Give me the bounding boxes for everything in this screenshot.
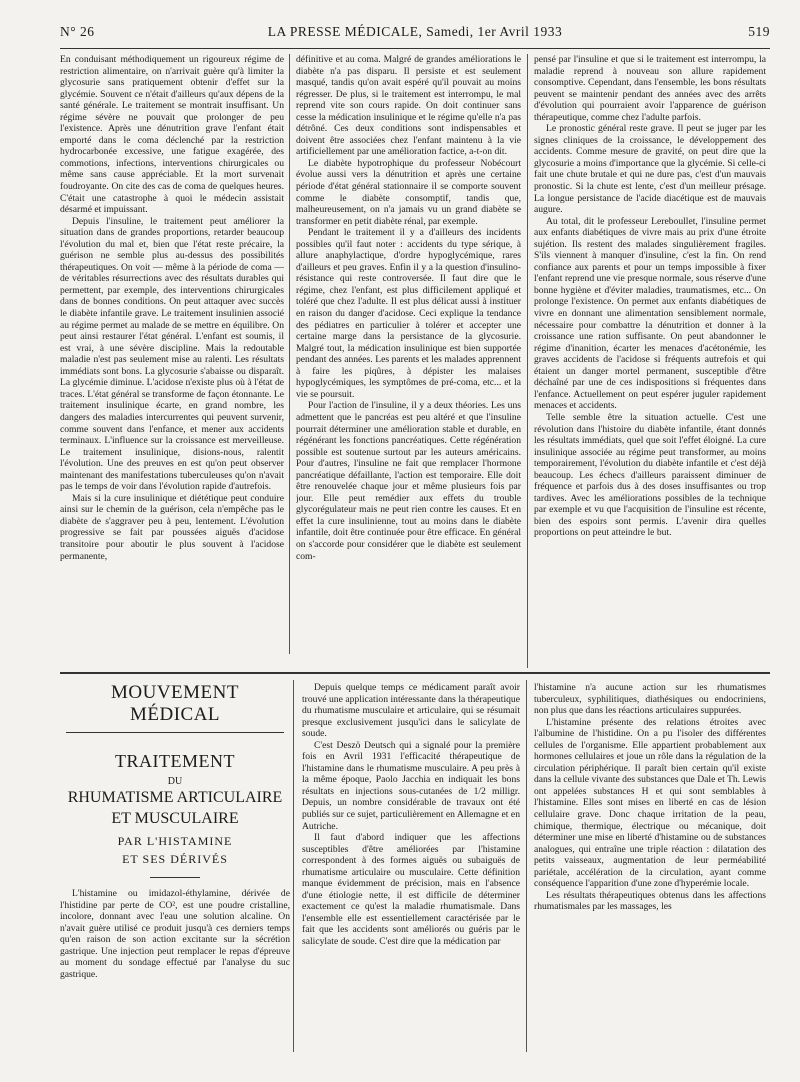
- title-line: RHUMATISME ARTICULAIRE: [67, 789, 283, 806]
- section-rule: [60, 672, 770, 674]
- paragraph: En conduisant méthodiquement un rigoureux régime de restriction alimentaire, on n'arrivait guère qu'à limiter la glycosurie sans pratiquement obtenir d'effet sur la glycémie. Souvent ce n'était d'ailleurs qu'aux dépens de la santé générale. Le traitement se montrait insuffisant. Un régime sévère ne pouvait que prolonger de peu l'existence. Après une dénutrition grave l'enfant était emporté dans le coma déclenché par la restriction hydrocarbonée excessive, une fatigue exagérée, des commotions, infections, interventions chirurgicales ou même sans cause appréciable. Et la mort survenait foudroyante. On cite des cas de coma de quelques heures. C'était une catastrophe à quoi le médecin assistait désarmé et impuissant.: [60, 54, 284, 216]
- title-line: PAR L'HISTAMINE: [117, 834, 233, 848]
- paragraph: Le diabète hypotrophique du professeur Nobécourt évolue aussi vers la dénutrition et après une certaine période d'état général stationnaire il se comporte souvent comme le diabète consomptif, tandis que, malheureusement, on n'a jamais vu un grand diabète se transformer en petit diabète rénal, par exemple.: [296, 157, 521, 227]
- paragraph: Depuis quelque temps ce médicament paraît avoir trouvé une application intéressante dans la thérapeutique du rhumatisme musculaire et articulaire, qui se résumait presque exclusivement jusqu'ici dans le salicylate de soude.: [302, 682, 520, 740]
- top-column-3: [534, 54, 766, 668]
- mouvement-medical-block: [60, 682, 290, 980]
- header-rule: [60, 48, 770, 49]
- paragraph: Pour l'action de l'insuline, il y a deux théories. Les uns admettent que le pancréas est peu altéré et que l'insuline pourrait déterminer une amélioration stable et durable, en régénérant les fonctions pancréatiques. Cette régénération possible est soutenue surtout par les auteurs américains. Pour d'autres, l'insuline ne fait que remplacer l'hormone pancréatique défaillante, l'action est temporaire. Elle doit être renouvelée chaque jour et même plusieurs fois par jour. Elle peut remédier aux effets du trouble glycorégulateur mais ne peut rien contre les causes. Et en effet la cure insulinienne, tout au moins dans le diabète infantile, doit être continuée pour être efficace. En général on s'accorde pour considérer que le diabète est seulement com-: [296, 400, 521, 562]
- bottom-column-2: [302, 682, 520, 1058]
- paragraph: Il faut d'abord indiquer que les affections susceptibles d'être améliorées par l'histamine correspondent à des formes aiguës ou subaiguës de rhumatisme articulaire ou musculaire. Cette définition manque évidemment de précision, mais en l'absence d'une étiologie nette, il est difficile de déterminer exactement ce qu'est la maladie rhumatismale. Dans l'ensemble elle est essentiellement caractérisée par le fait que les accidents sont améliorés ou guéris par le salicylate de soude. C'est dire que la médication par: [302, 832, 520, 948]
- paragraph: Les résultats thérapeutiques obtenus dans les affections rhumatismales par les massages, les: [534, 889, 766, 913]
- paragraph: Pendant le traitement il y a d'ailleurs des incidents possibles qu'il faut noter : accidents du type sérique, à allure anaphylactique, d'ordre hypoglycémique, rares d'ailleurs et peu graves. Enfin il y a la question d'insulino-résistance qui reste controversée. Il faut dire que le régime, chez l'enfant, est plus difficilement appliqué et toléré que chez l'adulte. Il est plus délicat aussi à instituer en raison du danger d'acidose. Ceci explique la tendance des pédiatres en particulier à tolérer et accepter une certaine marge dans la persistance de la glycosurie. Malgré tout, la médication insulinique est bien supportée pendant des années. Les parents et les malades apprennent à faire les piqûres, à dépister les malaises hypoglycémiques, les symptômes de pré-coma, etc... et la vie se poursuit.: [296, 227, 521, 400]
- top-column-2: [296, 54, 521, 668]
- title-line: ET SES DÉRIVÉS: [122, 852, 228, 866]
- bottom-column-3: [534, 682, 766, 1058]
- paragraph: définitive et au coma. Malgré de grandes améliorations le diabète n'a pas disparu. Il persiste et est seulement masqué, tandis qu'on avait espéré qu'il pouvait au moins régresser. De plus, si le traitement est interrompu, le mal reprend vite son cours rapide. On doit continuer sans cesse la médication insulinique et le régime qu'elle n'a pas détrôné. Ces deux conditions sont indispensables et doivent être associées chez l'enfant maintenu à la vie artificiellement par une amélioration factice, a-t-on dit.: [296, 54, 521, 158]
- intro-paragraph: L'histamine ou imidazol-éthylamine, dérivée de l'histidine par perte de CO², est une poudre cristalline, incolore, donnant avec l'eau une solution alcaline. On n'avait guère utilisé ce produit jusqu'à ces derniers temps qu'en raison de son action excitante sur la sécrétion gastrique. Une injection peut remplacer le repas d'épreuve au moment du sondage effectué par l'analyse du suc gastrique.: [60, 888, 290, 980]
- section-title: MOUVEMENT MÉDICAL: [66, 682, 284, 733]
- title-divider: [150, 877, 200, 878]
- paragraph: Mais si la cure insulinique et diététique peut conduire ainsi sur le chemin de la guérison, cela n'empêche pas le diabète de s'aggraver peu à peu, lentement. L'évolution progressive se fait par poussées aiguës d'acidose transitoire pour aboutir le plus souvent à l'acidose permanente,: [60, 492, 284, 562]
- paragraph: l'histamine n'a aucune action sur les rhumatismes tuberculeux, syphilitiques, diathésiques ou endocriniens, non plus que dans les réactions articulaires suppurées.: [534, 682, 766, 717]
- paragraph: L'histamine présente des relations étroites avec l'albumine de l'histidine. On a pu l'isoler des différentes cellules de l'organisme. Elle appartient probablement aux hormones cellulaires et joue un rôle dans la régulation de la circulation périphérique. Il paraît bien certain qu'il existe dans la cellule vivante des substances que Dale et Th. Lewis ont appelées substances H et qui sont semblables à l'histamine. Elles sont mises en liberté en cas de lésion cellulaire grave. Donc chaque irritation de la peau, chimique, thermique, électrique ou mécanique, doit déterminer une mise en liberté d'histamine ou de substances analogues, qui entraîne une triple réaction : dilatation des petits vaisseaux, augmentation de leur perméabilité pariétale, accélération de la circulation, ayant comme conséquence l'apparition d'une zone d'hyperémie locale.: [534, 716, 766, 890]
- title-line: DU: [167, 776, 183, 787]
- column-divider: [289, 54, 290, 654]
- page-number: 519: [748, 24, 770, 39]
- paragraph: Depuis l'insuline, le traitement peut améliorer la situation dans de grandes proportions, retarder beaucoup l'évolution du mal et, bien que l'état reste précaire, la guérison ne semble plus au-dessus des possibilités thérapeutiques. On voit — même à la période de coma — de véritables résurrections avec des résultats durables qui permettent, par exemple, des interventions chirurgicales dans de bonnes conditions. On peut attaquer avec succès le diabète infantile grave. Le traitement insulinien associé au régime permet au malade de se mettre en équilibre. On peut ainsi restaurer l'état général. L'enfant est soumis, il est vrai, à une sévère discipline. Mais la redoutable maladie n'est pas seulement mise au ralenti. Les résultats immédiats sont bons. La glycosurie s'abaisse ou disparaît. La glycémie diminue. L'acidose n'existe plus où à l'état de traces. L'état général se transforme de façon étonnante. Le traitement insulinique écarte, en grand nombre, les dangers des maladies intercurrentes qui peuvent survenir, comme souvent dans l'enfance, et mener aux accidents terminaux. L'influence sur la croissance est merveilleuse. Le traitement insulinique, disions-nous, ralentit l'évolution. Une des preuves en est qu'on peut observer maintenant des manifestations tuberculeuses qu'on n'avait pas le temps de voir dans l'évolution rapide d'autrefois.: [60, 215, 284, 493]
- title-line: ET MUSCULAIRE: [111, 810, 239, 827]
- title-line: TRAITEMENT: [115, 751, 235, 771]
- article-title: [60, 751, 290, 867]
- paragraph: Telle semble être la situation actuelle. C'est une révolution dans l'histoire du diabète infantile, étant donnés les résultats immédiats, quel que soit l'effet éloigné. La cure insulinique associée au régime peut transformer, au moins temporairement, l'évolution du diabète infantile et c'est déjà beaucoup. Les échecs d'ailleurs paraissent diminuer de fréquence et parfois dus à des doses insuffisantes ou trop tardives. Avec les améliorations possibles de la technique par exemple et vu que l'acquisition de l'insuline est récente, bien des espoirs sont permis. L'avenir dira quelles proportions on peut atteindre le but.: [534, 411, 766, 539]
- column-divider: [293, 680, 294, 1052]
- column-divider: [526, 680, 527, 1052]
- issue-number: N° 26: [60, 24, 95, 39]
- paragraph: Au total, dit le professeur Lereboullet, l'insuline permet aux enfants diabétiques de vivre mais au prix d'une étroite sujétion. Ils restent des malades singulièrement fragiles. S'ils viennent à manquer d'insuline, c'est la fin. On rend confiance aux parents et pour un temps impossible à fixer l'enfant reprend une vie presque normale, sous réserve d'une bonne hygiène et d'éviter maladies, traumatismes, etc... On prolonge l'existence. On permet aux enfants diabétiques de vivre en donnant une alimentation sensiblement normale, nécessaire pour combattre la dénutrition et donner à la croissance une ration suffisante. On peut abandonner le régime d'inanition, écarter les menaces d'acétonémie, les graves accidents de l'acidose si fréquents autrefois et qui étaient un danger mortel permanent, susceptible d'être déchaîné par une de ces indispositions si fréquentes dans l'enfance. Actuellement on peut espérer juguler rapidement menaces et accidents.: [534, 215, 766, 412]
- top-column-1: [60, 54, 284, 656]
- paragraph: pensé par l'insuline et que si le traitement est interrompu, la maladie reprend à nouveau son allure rapidement consomptive. Cependant, dans l'ensemble, les bons résultats peuvent se maintenir pendant des années avec des arrêts d'évolution qui pourraient avoir l'apparence de guérison thérapeutique, comme chez l'adulte parfois.: [534, 54, 766, 123]
- paragraph: C'est Deszö Deutsch qui a signalé pour la première fois en Avril 1931 l'efficacité thérapeutique de l'histamine dans le rhumatisme musculaire. A peu près à la même époque, Paolo Jacchia en indiquait les bons résultats en injections sous-cutanées de 1/2 milligr. Depuis, un nombre considérable de travaux ont été publiés sur ce sujet, particulièrement en Allemagne et en Autriche.: [302, 739, 520, 832]
- paragraph: Le pronostic général reste grave. Il peut se juger par les signes cliniques de la croissance, le développement des accidents. Comme mesure de gravité, on peut dire que la glycosurie a moins d'importance que la glycémie. Si celle-ci fait une chute brutale et qui ne dure pas, c'est d'un mauvais pronostic. Si la chute est lente, c'est d'un meilleur présage. La longue persistance de l'acide diacétique est de mauvais augure.: [534, 123, 766, 216]
- journal-title: LA PRESSE MÉDICALE, Samedi, 1er Avril 1933: [267, 24, 563, 39]
- page-header: [60, 24, 770, 44]
- column-divider: [527, 54, 528, 668]
